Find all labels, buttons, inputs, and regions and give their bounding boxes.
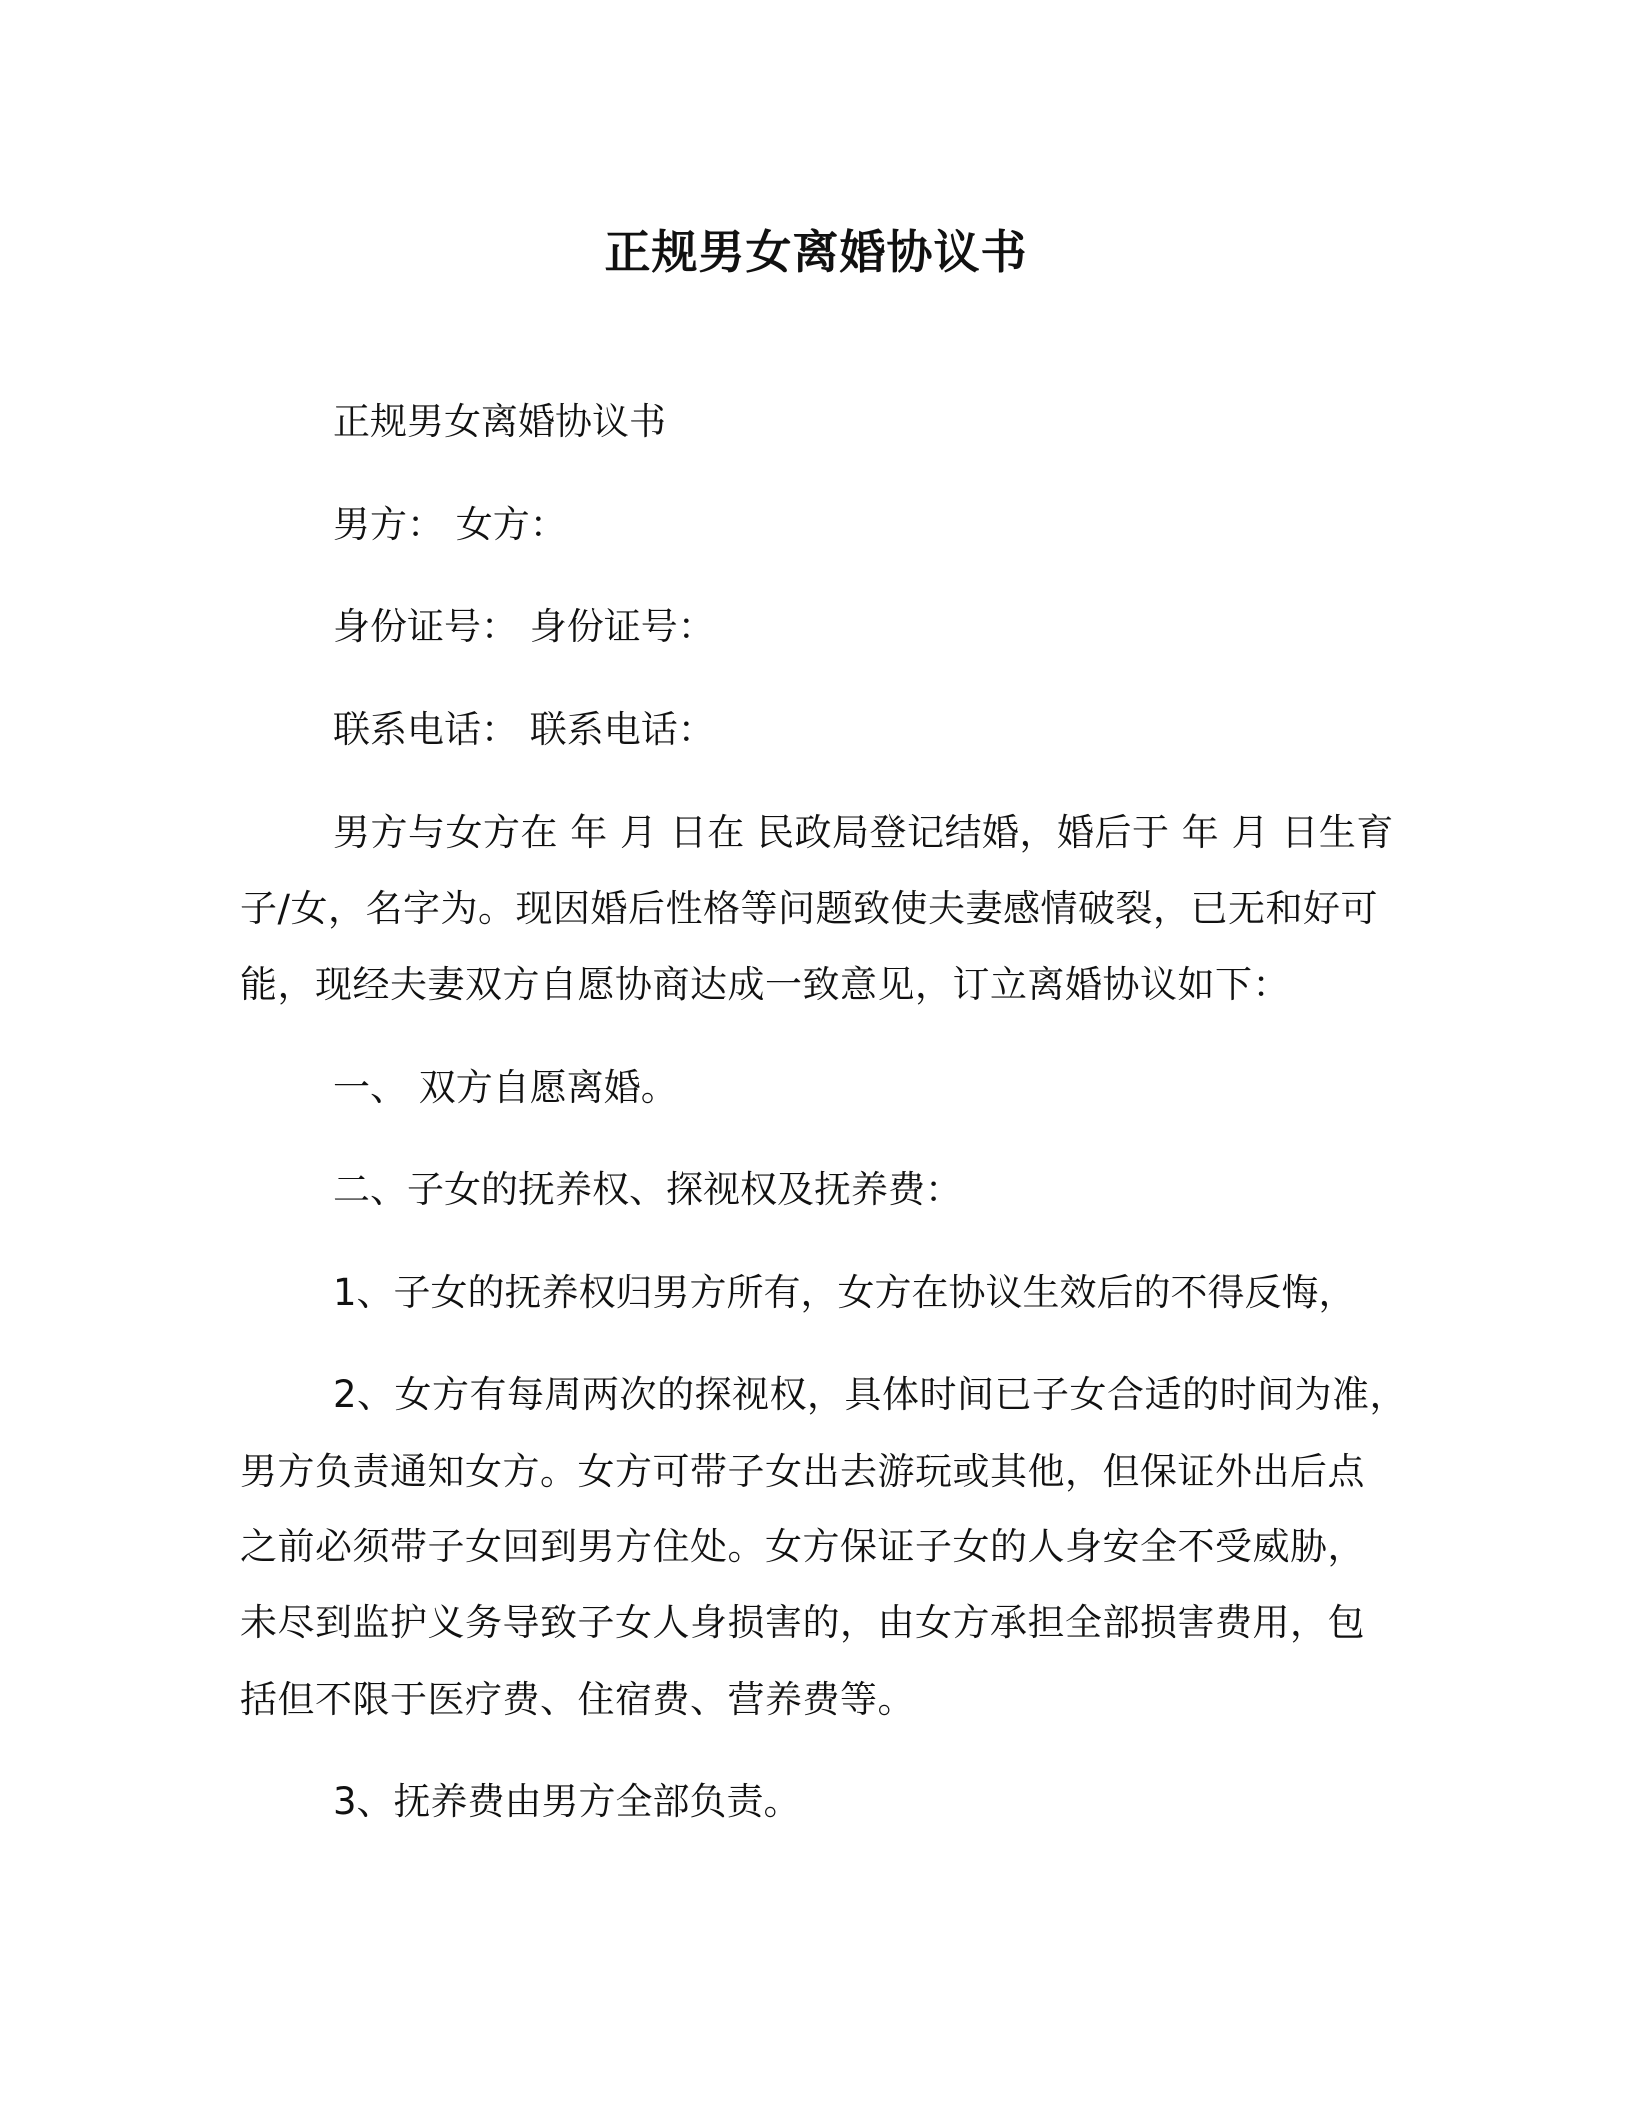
item-two-line-4: 未尽到监护义务导致子女人身损害的，由女方承担全部损害费用，包 <box>240 1601 1365 1644</box>
item-two-line-1: 2、女方有每周两次的探视权，具体时间已子女合适的时间为准， <box>333 1373 1408 1416</box>
intro-line-1: 男方与女方在 年 月 日在 民政局登记结婚，婚后于 年 月 日生育 <box>333 811 1394 854</box>
intro-line-2: 子/女，名字为。现因婚后性格等问题致使夫妻感情破裂，已无和好可 <box>240 887 1378 930</box>
id-numbers-line: 身份证号： 身份证号： <box>333 605 715 648</box>
item-one: 1、子女的抚养权归男方所有，女方在协议生效后的不得反悔， <box>333 1271 1356 1314</box>
document-title: 正规男女离婚协议书 <box>604 225 1028 279</box>
item-two-line-3: 之前必须带子女回到男方住处。女方保证子女的人身安全不受威胁， <box>240 1525 1365 1568</box>
document-subtitle: 正规男女离婚协议书 <box>333 400 666 443</box>
clause-one: 一、 双方自愿离婚。 <box>333 1066 678 1109</box>
clause-two: 二、子女的抚养权、探视权及抚养费： <box>333 1168 962 1211</box>
party-names-line: 男方： 女方： <box>333 503 567 546</box>
item-two-line-2: 男方负责通知女方。女方可带子女出去游玩或其他，但保证外出后点 <box>240 1450 1365 1493</box>
phones-line: 联系电话： 联系电话： <box>333 708 715 751</box>
item-three: 3、抚养费由男方全部负责。 <box>333 1780 801 1823</box>
item-two-line-5: 括但不限于医疗费、住宿费、营养费等。 <box>240 1678 915 1721</box>
intro-line-3: 能，现经夫妻双方自愿协商达成一致意见，订立离婚协议如下： <box>240 963 1290 1006</box>
